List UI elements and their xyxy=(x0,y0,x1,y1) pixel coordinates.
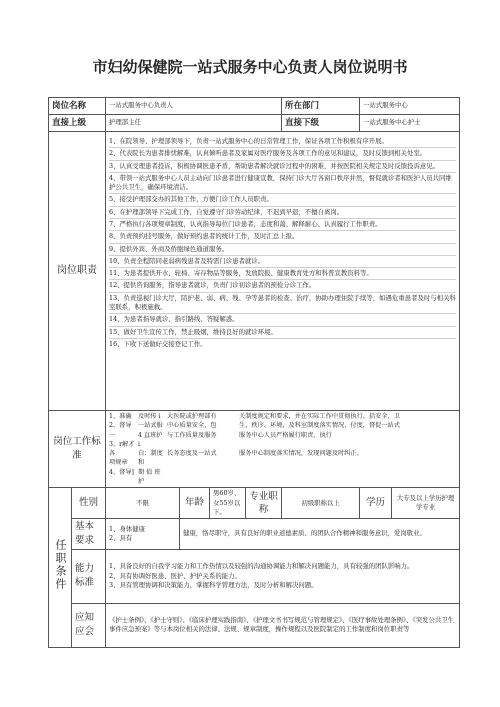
duty-item: 8、负责预约挂号服务，做好预约患者的统计工作，及时汇总上报。 xyxy=(109,231,456,243)
law-label: 应知应会 xyxy=(72,603,106,647)
title-value: 初级职称以上 xyxy=(282,488,360,519)
standards-block xyxy=(106,411,460,488)
duties-list xyxy=(106,132,460,411)
duty-item: 3、认真受理患者投诉，积极协调医患矛盾，帮助患者解决就诊过程中的困难，并按医院相关规定及时反馈投诉意见。 xyxy=(109,161,456,173)
standards-col-3: 大医院或护理部有 中心质量安全、包 与工作质量及服务 长务态度及一站式 xyxy=(167,413,217,458)
duty-item: 14、为患者指导就诊、指引路线、答疑解惑。 xyxy=(109,314,456,326)
duties-label: 岗位职责 xyxy=(49,132,106,411)
duty-item: 4、带领一站式服务中心人员主动向门诊患者进行健康宣教，保持门诊大厅各窗口秩序井然，督促就诊者和医护人员共同维护公共卫生，确保环境清洁。 xyxy=(109,173,456,195)
gender-value: 不限 xyxy=(106,488,180,519)
dept-label: 所在部门 xyxy=(282,98,360,115)
duty-item: 5、接受护理部交办的其他工作，方便门诊工作人员职责。 xyxy=(109,194,456,206)
ability-item: 1、具备良好的自我学习能力和工作热情以及较强的沟通协调能力和解决问题能力，具有较强的团队影响力。 xyxy=(109,562,414,571)
duty-item: 16、下收下送做好交接登记工作。 xyxy=(109,339,207,348)
duty-item: 2、代表院长为患者排忧解难，认真倾听患者及家属对医疗服务及各项工作的意见和建议，及时反馈到相关处室。 xyxy=(109,148,456,160)
ability-item: 3、具有管理协调和决策能力，掌握科学管理方法，及时分析和解决问题。 xyxy=(109,580,318,589)
standards-col-5: 关制度规定和要求，并在实际工作中贯彻执行。括安全、卫 生、秩序、环境，及科室制度落实情况，付度，督促一站式 服务中心人员严格履行职责、执行 服务中心制度落实情况，发现问题及时纠正。 xyxy=(239,413,400,458)
duty-item: 6、在护理部领导下完成工作，自觉遵守门诊劳动纪律，不迟到早退，不擅自离岗。 xyxy=(109,207,456,219)
duty-item: 7、严格执行各项规章制度，认真指导每位门诊患者，态度和蔼、解释耐心、认真履行工作职责。 xyxy=(109,219,456,231)
duty-item: 13、负责巡视门诊大厅，陪护老、弱、病、残、孕等患者的检查、治疗，协助办理住院手续等，如遇危重患者及时与相关科室联系，积极施救。 xyxy=(109,293,456,315)
basic-items xyxy=(106,519,180,550)
superior-value: 护理部主任 xyxy=(106,115,282,132)
ability-list xyxy=(106,549,460,603)
qualifications-label: 任职条件 xyxy=(49,488,72,647)
duty-item: 12、提供咨询服务，指导患者就诊，负责门诊初诊患者的预检分诊工作。 xyxy=(109,280,456,292)
basic-item: 1、身体健康 xyxy=(109,524,146,533)
standards-col-2: 及时传 i 一站式服 4 直班护 i 白：制度和 期 值 班 护 xyxy=(138,413,163,486)
duty-item: 9、提供外宾、外商及侨胞绿色通道服务。 xyxy=(109,244,456,256)
law-text: 《护士条例》、《护士守则》、《临床护理实践指南》、《护理文书书写规范与管理规定》、《医疗事故处理条例》、《突发公共卫生事件应急预案》等与本岗位相关的法律、法规、规章制度，操作规程以及医院制定的工作制度和岗位职责等 xyxy=(106,603,460,647)
post-name-label: 岗位名称 xyxy=(49,98,106,115)
superior-label: 直接上级 xyxy=(49,115,106,132)
duty-item: 10、负责全程陪同老弱病残患者及特需门诊患者就诊。 xyxy=(109,256,456,268)
edu-value: 大专及以上学历护理学专业 xyxy=(392,488,460,519)
standards-col-1: 1、准确 2、督导一 3、r解才各 项规章 4、督导] xyxy=(109,413,135,476)
basic-text: 健康，恪尽职守，具有良好的职业道德素质、的团队合作精神和服务意识，爱岗敬业。 xyxy=(180,519,460,550)
ability-label: 能力标准 xyxy=(72,549,106,603)
subordinate-value: 一站式服务中心护士 xyxy=(360,115,460,132)
duty-item: 15、做好卫生宣传工作，禁止吸烟，维持良好的就诊环境。 xyxy=(109,327,456,339)
title-label: 专业职称 xyxy=(246,488,282,519)
basic-item: 2、具有 xyxy=(109,533,133,542)
duty-item: 1、在院领导、护理部领导下，负责一站式服务中心的日常管理工作，保证各项工作积极有序开展。 xyxy=(109,136,456,148)
gender-label: 性别 xyxy=(72,488,106,519)
duty-item: 11、为患者提供开水、轮椅、寄存物品等服务，发放院报、健康教育处方和科普宣教资料等。 xyxy=(109,268,456,280)
age-value: 男60岁、女55岁以下。 xyxy=(210,488,246,519)
standards-label: 岗位工作标准 xyxy=(49,411,106,488)
age-label: 年龄 xyxy=(180,488,210,519)
ability-item: 2、具有协调好医患、医护、护护关系的能力。 xyxy=(109,571,241,580)
dept-value: 一站式服务中心 xyxy=(360,98,460,115)
subordinate-label: 直接下级 xyxy=(282,115,360,132)
post-name-value: 一站式服务中心负责人 xyxy=(106,98,282,115)
job-description-table xyxy=(48,97,460,648)
edu-label: 学历 xyxy=(360,488,392,519)
page-title: 市妇幼保健院一站式服务中心负责人岗位说明书 xyxy=(92,58,408,76)
basic-label: 基本要求 xyxy=(72,519,106,550)
